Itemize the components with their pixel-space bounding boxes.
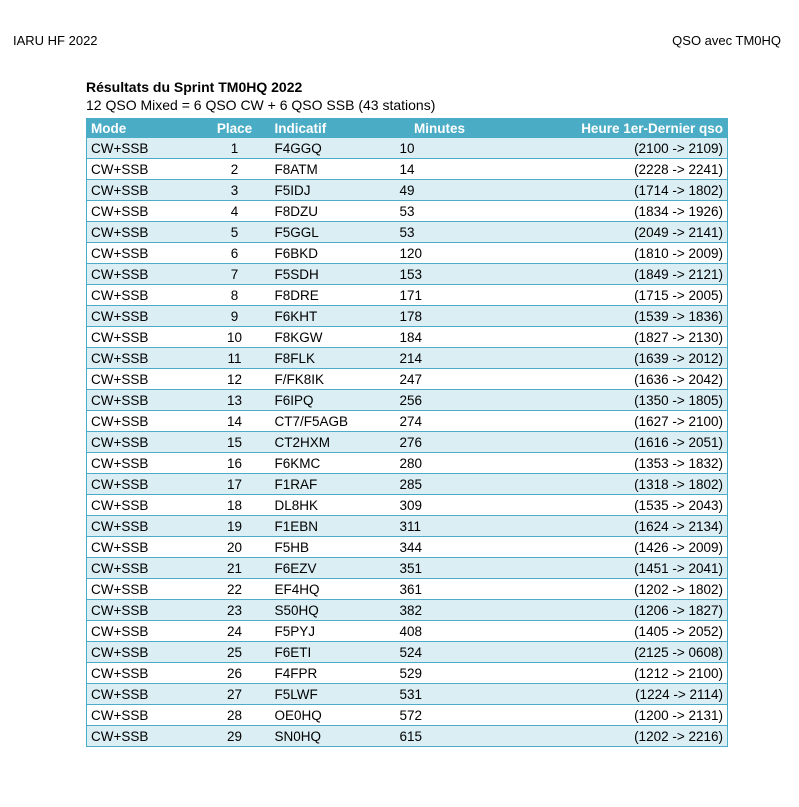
cell-mode: CW+SSB xyxy=(87,327,205,348)
col-header-place: Place xyxy=(205,119,265,138)
cell-minutes: 408 xyxy=(390,621,490,642)
cell-indicatif: F5PYJ xyxy=(265,621,390,642)
cell-mode: CW+SSB xyxy=(87,390,205,411)
cell-indicatif: F8DRE xyxy=(265,285,390,306)
cell-mode: CW+SSB xyxy=(87,138,205,159)
cell-heure: (1849 -> 2121) xyxy=(490,264,728,285)
cell-heure: (1405 -> 2052) xyxy=(490,621,728,642)
col-header-minutes: Minutes xyxy=(390,119,490,138)
cell-mode: CW+SSB xyxy=(87,726,205,747)
cell-place: 27 xyxy=(205,684,265,705)
cell-heure: (1627 -> 2100) xyxy=(490,411,728,432)
cell-place: 4 xyxy=(205,201,265,222)
cell-minutes: 153 xyxy=(390,264,490,285)
cell-place: 18 xyxy=(205,495,265,516)
cell-indicatif: F5GGL xyxy=(265,222,390,243)
table-row xyxy=(87,327,728,348)
cell-minutes: 14 xyxy=(390,159,490,180)
cell-place: 5 xyxy=(205,222,265,243)
table-row xyxy=(87,138,728,159)
cell-indicatif: F5IDJ xyxy=(265,180,390,201)
cell-minutes: 382 xyxy=(390,600,490,621)
cell-minutes: 285 xyxy=(390,474,490,495)
cell-minutes: 53 xyxy=(390,201,490,222)
cell-minutes: 256 xyxy=(390,390,490,411)
table-row xyxy=(87,264,728,285)
table-row xyxy=(87,474,728,495)
cell-mode: CW+SSB xyxy=(87,285,205,306)
table-row xyxy=(87,285,728,306)
cell-minutes: 309 xyxy=(390,495,490,516)
table-row xyxy=(87,411,728,432)
cell-indicatif: CT7/F5AGB xyxy=(265,411,390,432)
cell-minutes: 615 xyxy=(390,726,490,747)
cell-mode: CW+SSB xyxy=(87,411,205,432)
table-row xyxy=(87,726,728,747)
page-header-left: IARU HF 2022 xyxy=(13,33,98,48)
table-row xyxy=(87,222,728,243)
table-row xyxy=(87,705,728,726)
cell-minutes: 361 xyxy=(390,579,490,600)
cell-mode: CW+SSB xyxy=(87,600,205,621)
cell-minutes: 53 xyxy=(390,222,490,243)
cell-heure: (1318 -> 1802) xyxy=(490,474,728,495)
cell-minutes: 531 xyxy=(390,684,490,705)
table-row xyxy=(87,180,728,201)
cell-place: 7 xyxy=(205,264,265,285)
cell-mode: CW+SSB xyxy=(87,453,205,474)
cell-mode: CW+SSB xyxy=(87,180,205,201)
cell-place: 12 xyxy=(205,369,265,390)
cell-place: 29 xyxy=(205,726,265,747)
cell-minutes: 280 xyxy=(390,453,490,474)
cell-indicatif: F8ATM xyxy=(265,159,390,180)
table-row xyxy=(87,600,728,621)
cell-place: 2 xyxy=(205,159,265,180)
cell-place: 1 xyxy=(205,138,265,159)
cell-heure: (2049 -> 2141) xyxy=(490,222,728,243)
cell-heure: (1200 -> 2131) xyxy=(490,705,728,726)
table-row xyxy=(87,663,728,684)
cell-minutes: 524 xyxy=(390,642,490,663)
table-row xyxy=(87,201,728,222)
cell-mode: CW+SSB xyxy=(87,579,205,600)
cell-mode: CW+SSB xyxy=(87,369,205,390)
results-subtitle: 12 QSO Mixed = 6 QSO CW + 6 QSO SSB (43 stations) xyxy=(86,97,436,113)
cell-mode: CW+SSB xyxy=(87,537,205,558)
cell-mode: CW+SSB xyxy=(87,642,205,663)
cell-heure: (1224 -> 2114) xyxy=(490,684,728,705)
table-row xyxy=(87,684,728,705)
cell-indicatif: F1EBN xyxy=(265,516,390,537)
cell-heure: (1353 -> 1832) xyxy=(490,453,728,474)
table-row xyxy=(87,558,728,579)
cell-heure: (1639 -> 2012) xyxy=(490,348,728,369)
cell-minutes: 10 xyxy=(390,138,490,159)
cell-heure: (1350 -> 1805) xyxy=(490,390,728,411)
cell-indicatif: F6IPQ xyxy=(265,390,390,411)
cell-heure: (1206 -> 1827) xyxy=(490,600,728,621)
cell-place: 3 xyxy=(205,180,265,201)
cell-indicatif: F6EZV xyxy=(265,558,390,579)
cell-place: 26 xyxy=(205,663,265,684)
cell-heure: (1451 -> 2041) xyxy=(490,558,728,579)
table-row xyxy=(87,621,728,642)
cell-place: 8 xyxy=(205,285,265,306)
cell-heure: (1827 -> 2130) xyxy=(490,327,728,348)
cell-mode: CW+SSB xyxy=(87,684,205,705)
cell-mode: CW+SSB xyxy=(87,705,205,726)
cell-minutes: 572 xyxy=(390,705,490,726)
cell-mode: CW+SSB xyxy=(87,159,205,180)
cell-place: 11 xyxy=(205,348,265,369)
table-row xyxy=(87,390,728,411)
cell-minutes: 171 xyxy=(390,285,490,306)
cell-indicatif: F8KGW xyxy=(265,327,390,348)
cell-heure: (1202 -> 2216) xyxy=(490,726,728,747)
cell-indicatif: CT2HXM xyxy=(265,432,390,453)
cell-heure: (2125 -> 0608) xyxy=(490,642,728,663)
cell-indicatif: EF4HQ xyxy=(265,579,390,600)
cell-mode: CW+SSB xyxy=(87,495,205,516)
cell-heure: (1426 -> 2009) xyxy=(490,537,728,558)
cell-indicatif: F6ETI xyxy=(265,642,390,663)
cell-mode: CW+SSB xyxy=(87,621,205,642)
cell-minutes: 247 xyxy=(390,369,490,390)
cell-mode: CW+SSB xyxy=(87,474,205,495)
cell-place: 15 xyxy=(205,432,265,453)
cell-place: 24 xyxy=(205,621,265,642)
cell-minutes: 311 xyxy=(390,516,490,537)
cell-place: 25 xyxy=(205,642,265,663)
results-title: Résultats du Sprint TM0HQ 2022 xyxy=(86,79,303,95)
cell-minutes: 49 xyxy=(390,180,490,201)
cell-indicatif: F8DZU xyxy=(265,201,390,222)
results-table xyxy=(86,118,728,747)
cell-mode: CW+SSB xyxy=(87,222,205,243)
cell-heure: (2100 -> 2109) xyxy=(490,138,728,159)
col-header-heure: Heure 1er-Dernier qso xyxy=(490,119,728,138)
cell-place: 20 xyxy=(205,537,265,558)
cell-indicatif: F1RAF xyxy=(265,474,390,495)
cell-indicatif: DL8HK xyxy=(265,495,390,516)
cell-place: 6 xyxy=(205,243,265,264)
table-row xyxy=(87,432,728,453)
cell-indicatif: F4FPR xyxy=(265,663,390,684)
cell-indicatif: SN0HQ xyxy=(265,726,390,747)
cell-heure: (1636 -> 2042) xyxy=(490,369,728,390)
cell-indicatif: F/FK8IK xyxy=(265,369,390,390)
cell-place: 28 xyxy=(205,705,265,726)
cell-heure: (1616 -> 2051) xyxy=(490,432,728,453)
cell-heure: (1535 -> 2043) xyxy=(490,495,728,516)
cell-place: 21 xyxy=(205,558,265,579)
cell-heure: (1834 -> 1926) xyxy=(490,201,728,222)
cell-mode: CW+SSB xyxy=(87,558,205,579)
table-row xyxy=(87,348,728,369)
cell-mode: CW+SSB xyxy=(87,264,205,285)
cell-indicatif: F8FLK xyxy=(265,348,390,369)
cell-heure: (2228 -> 2241) xyxy=(490,159,728,180)
cell-mode: CW+SSB xyxy=(87,516,205,537)
cell-indicatif: F6BKD xyxy=(265,243,390,264)
table-header-row xyxy=(87,119,728,138)
cell-mode: CW+SSB xyxy=(87,306,205,327)
table-row xyxy=(87,306,728,327)
cell-minutes: 529 xyxy=(390,663,490,684)
col-header-mode: Mode xyxy=(87,119,205,138)
cell-heure: (1624 -> 2134) xyxy=(490,516,728,537)
page-header-right: QSO avec TM0HQ xyxy=(672,33,781,48)
table-row xyxy=(87,369,728,390)
col-header-indicatif: Indicatif xyxy=(265,119,390,138)
table-row xyxy=(87,159,728,180)
cell-place: 19 xyxy=(205,516,265,537)
cell-indicatif: F5LWF xyxy=(265,684,390,705)
cell-indicatif: F5SDH xyxy=(265,264,390,285)
cell-minutes: 214 xyxy=(390,348,490,369)
cell-mode: CW+SSB xyxy=(87,243,205,264)
table-row xyxy=(87,495,728,516)
cell-place: 16 xyxy=(205,453,265,474)
cell-minutes: 276 xyxy=(390,432,490,453)
cell-minutes: 120 xyxy=(390,243,490,264)
cell-heure: (1202 -> 1802) xyxy=(490,579,728,600)
cell-place: 13 xyxy=(205,390,265,411)
cell-place: 22 xyxy=(205,579,265,600)
cell-place: 9 xyxy=(205,306,265,327)
cell-minutes: 184 xyxy=(390,327,490,348)
cell-place: 17 xyxy=(205,474,265,495)
table-row xyxy=(87,453,728,474)
table-row xyxy=(87,243,728,264)
cell-indicatif: F6KMC xyxy=(265,453,390,474)
cell-heure: (1212 -> 2100) xyxy=(490,663,728,684)
table-row xyxy=(87,642,728,663)
cell-heure: (1715 -> 2005) xyxy=(490,285,728,306)
cell-mode: CW+SSB xyxy=(87,663,205,684)
cell-mode: CW+SSB xyxy=(87,348,205,369)
cell-place: 14 xyxy=(205,411,265,432)
cell-heure: (1714 -> 1802) xyxy=(490,180,728,201)
cell-mode: CW+SSB xyxy=(87,201,205,222)
cell-minutes: 274 xyxy=(390,411,490,432)
table-row xyxy=(87,579,728,600)
table-row xyxy=(87,516,728,537)
cell-indicatif: S50HQ xyxy=(265,600,390,621)
table-row xyxy=(87,537,728,558)
cell-heure: (1810 -> 2009) xyxy=(490,243,728,264)
cell-minutes: 178 xyxy=(390,306,490,327)
cell-indicatif: OE0HQ xyxy=(265,705,390,726)
cell-place: 10 xyxy=(205,327,265,348)
cell-indicatif: F4GGQ xyxy=(265,138,390,159)
cell-heure: (1539 -> 1836) xyxy=(490,306,728,327)
cell-mode: CW+SSB xyxy=(87,432,205,453)
cell-place: 23 xyxy=(205,600,265,621)
cell-indicatif: F5HB xyxy=(265,537,390,558)
cell-minutes: 344 xyxy=(390,537,490,558)
cell-indicatif: F6KHT xyxy=(265,306,390,327)
cell-minutes: 351 xyxy=(390,558,490,579)
